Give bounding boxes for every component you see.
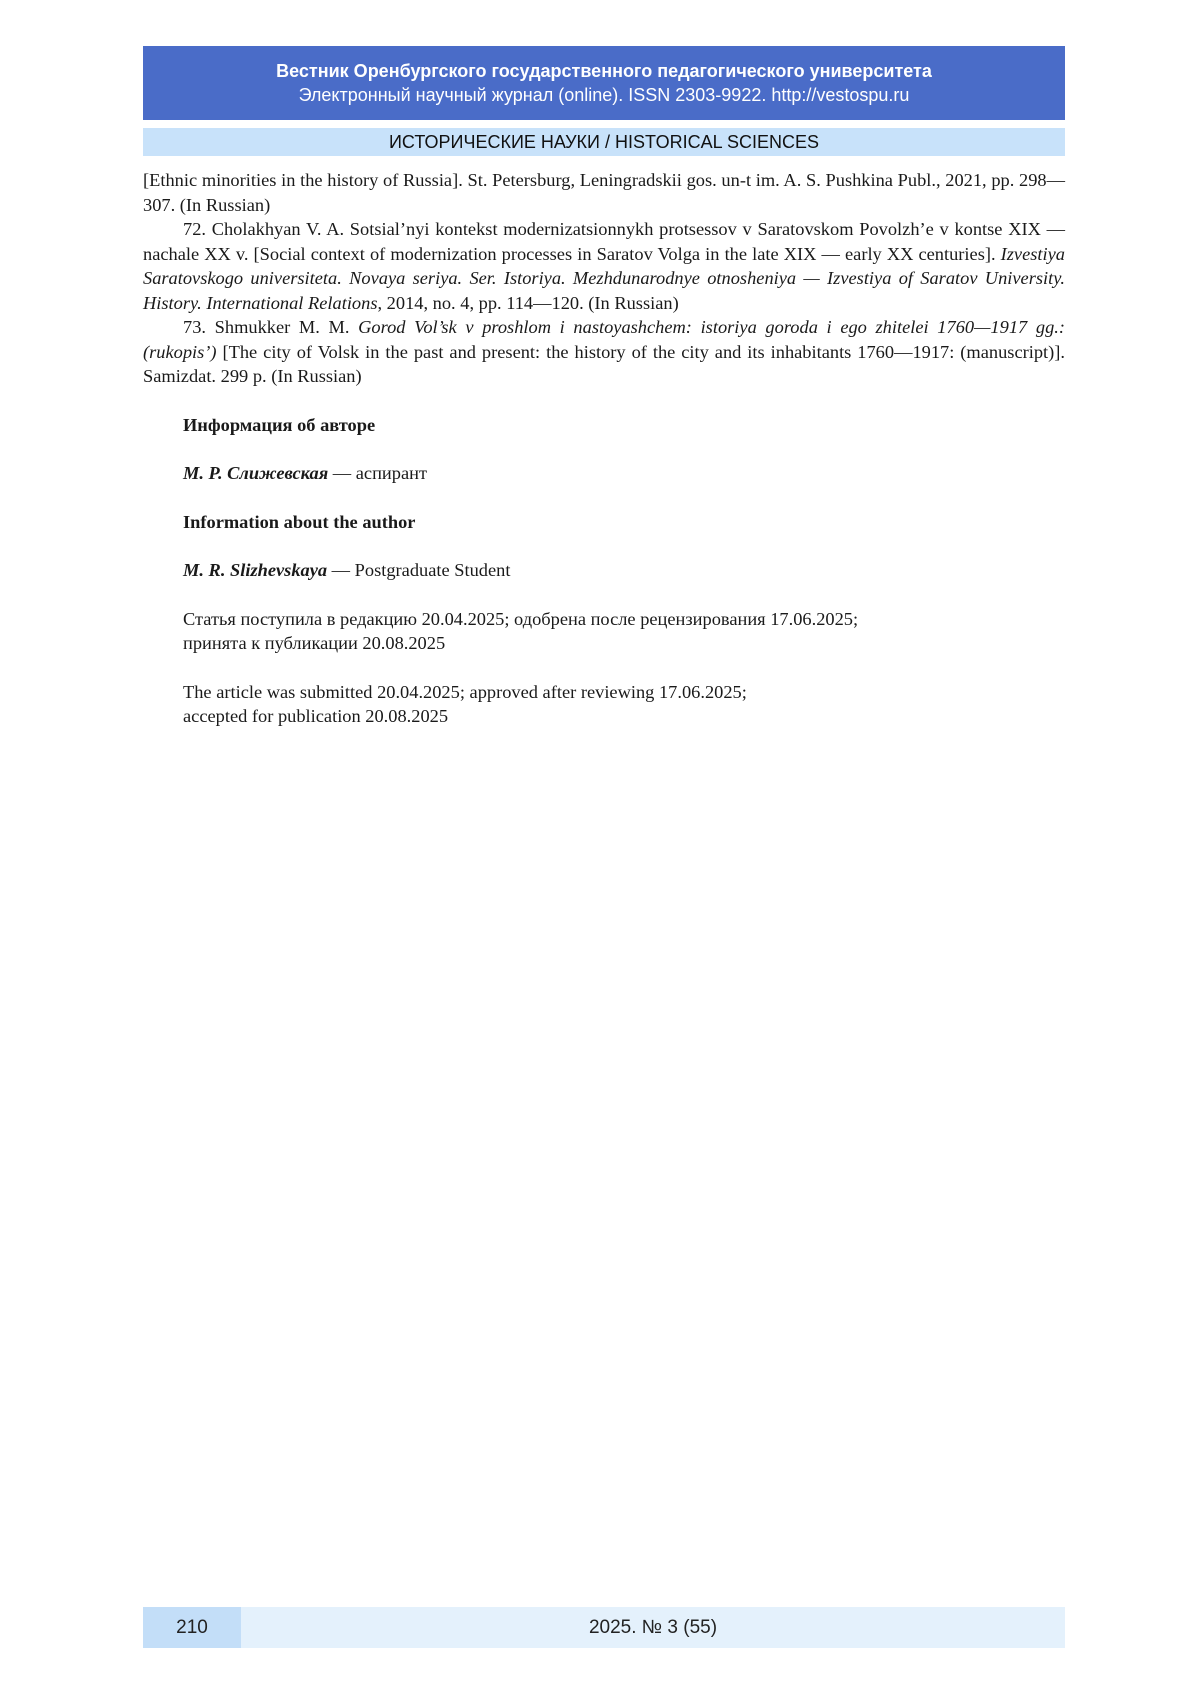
- reference-72-text: 72. Cholakhyan V. A. Sotsial’nyi kontekst modernizatsionnykh protsessov v Saratovskom Povolzh’e v kontse XIX — nachale XX v. [Social context of modernization processes in Saratov Volga in the late XIX — early XX centuries].: [143, 219, 1065, 264]
- reference-continued: [Ethnic minorities in the history of Russia]. St. Petersburg, Leningradskii gos. un-t im. A. S. Pushkina Publ., 2021, pp. 298—307. (In Russian): [143, 170, 1065, 215]
- dates-ru-line2: принята к публикации 20.08.2025: [183, 633, 446, 653]
- author-ru: [143, 461, 1065, 486]
- dates-ru-line1: Статья поступила в редакцию 20.04.2025; одобрена после рецензирования 17.06.2025;: [183, 608, 859, 629]
- reference-73: [143, 315, 1065, 389]
- author-role-ru: — аспирант: [328, 463, 428, 483]
- dates-en-line2: accepted for publication 20.08.2025: [183, 706, 449, 726]
- journal-subtitle: Электронный научный журнал (online). ISSN 2303-9922. http://vestospu.ru: [298, 85, 910, 105]
- reference-72-details: , 2014, no. 4, pp. 114—120. (In Russian): [377, 292, 679, 313]
- author-name-en: M. R. Slizhevskaya: [183, 560, 328, 580]
- reference-73-details: [The city of Volsk in the past and present: the history of the city and its inhabitants 1760—1917: (manuscript)]. Samizdat. 299 p. (In Russian): [143, 341, 1065, 386]
- reference-73-text: 73. Shmukker M. M.: [183, 317, 359, 337]
- author-info-heading-ru: Информация об авторе: [183, 414, 376, 435]
- reference-72: [143, 217, 1065, 315]
- article-dates-ru: [143, 607, 1065, 656]
- author-info-heading-en: Information about the author: [183, 511, 416, 532]
- page-number: 210: [143, 1607, 241, 1648]
- author-role-en: — Postgraduate Student: [327, 560, 511, 580]
- reference-73-title: Gorod Vol’sk v proshlom i nastoyashchem: istoriya goroda i ego zhitelei 1760—1917 gg.: (rukopis’): [143, 317, 1065, 362]
- author-name-ru: М. Р. Слижевская: [183, 463, 329, 483]
- section-label: ИСТОРИЧЕСКИЕ НАУКИ / HISTORICAL SCIENCES: [143, 128, 1065, 156]
- journal-title: Вестник Оренбургского государственного педагогического университета: [276, 61, 932, 81]
- article-content: [143, 168, 1065, 729]
- dates-en-line1: The article was submitted 20.04.2025; approved after reviewing 17.06.2025;: [183, 681, 747, 702]
- author-en: [143, 558, 1065, 583]
- journal-header: [143, 46, 1065, 120]
- issue-label: 2025. № 3 (55): [241, 1607, 1065, 1648]
- article-dates-en: [143, 680, 1065, 729]
- reference-72-journal: Izvestiya Saratovskogo universiteta. Novaya seriya. Ser. Istoriya. Mezhdunarodnye otnosheniya — Izvestiya of Saratov University. History. International Relations: [143, 243, 1065, 313]
